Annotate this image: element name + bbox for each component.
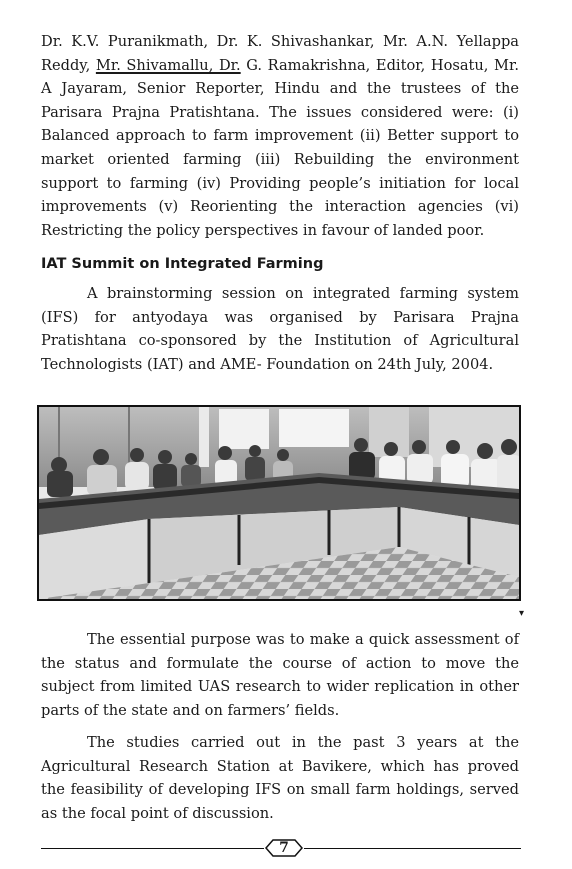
paragraph-purpose: The essential purpose was to make a quick assessment of the status and formulate the course of action to move the subject from limited UAS research to wider replication in other parts of the state and on farmers’ fields. bbox=[41, 631, 519, 719]
attendees-text-end: G. Ramakrishna, Editor, Hosatu, Mr. A Jayaram, Senior Reporter, Hindu and the trustees of the Parisara Prajna Pratishtana. The issues considered were: (i) Balanced approach to farm improvement (ii) Better support to market oriented farming (iii) Rebuilding the environment support to farming (iv) Providing people’s initiation for local improvements (v) Reorienting the interaction agencies (vi) Restricting the policy perspectives in favour of landed poor. bbox=[41, 56, 519, 239]
meeting-photo-image bbox=[39, 407, 519, 599]
paragraph-session: A brainstorming session on integrated farming system (IFS) for antyodaya was organised by Parisara Prajna Pratishtana co-sponsored by the Institution of Agricultural Technologists (IAT) and AME- Foundation on 24th July, 2004. bbox=[41, 285, 519, 373]
underlined-names: Mr. Shivamallu, Dr. bbox=[95, 56, 241, 74]
paragraph-attendees bbox=[41, 30, 519, 242]
attendees-text-start: Dr. K.V. Puranikmath, Dr. K. Shivashankar, Mr. A.N. Yellappa Reddy, bbox=[41, 33, 519, 74]
paragraph-studies: The studies carried out in the past 3 years at the Agricultural Research Station at Bavikere, which has proved the feasibility of developing IFS on small farm holdings, served as the focal point of discussion. bbox=[41, 734, 519, 822]
footer-rule-left bbox=[41, 848, 264, 849]
stray-mark: ▾ bbox=[519, 608, 525, 619]
footer-rule-right bbox=[304, 848, 521, 849]
section-heading: IAT Summit on Integrated Farming bbox=[41, 256, 324, 272]
page-number bbox=[264, 838, 304, 858]
page-number-text: 7 bbox=[279, 840, 289, 856]
meeting-photo bbox=[37, 405, 521, 601]
